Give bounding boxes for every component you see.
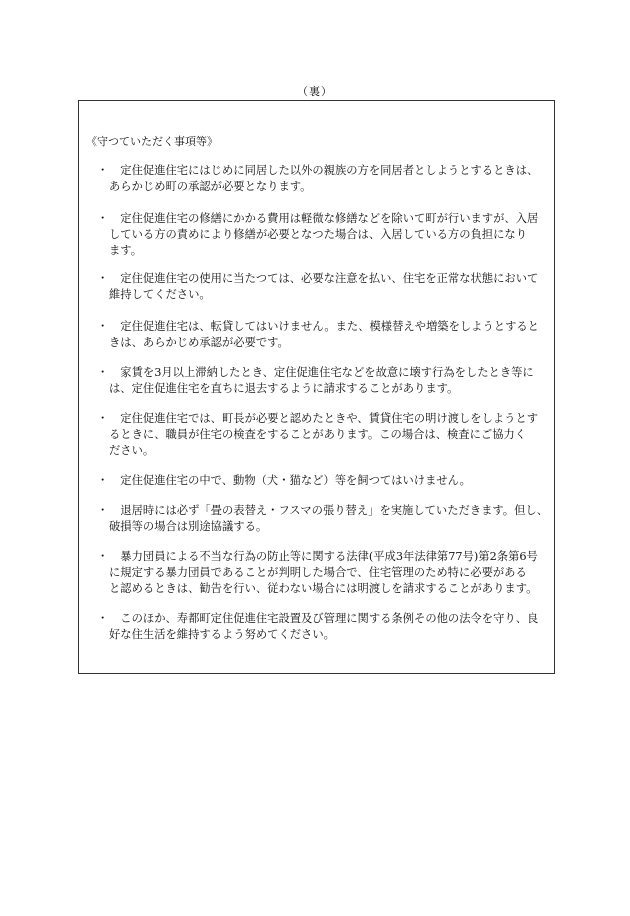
page-side-label: （裏）	[297, 85, 333, 98]
rule-text-line: 定住促進住宅では、町長が必要と認めたときや、賃貸住宅の明け渡しをしようとす	[109, 412, 539, 425]
rule-text-line: 定住促進住宅の修繕にかかる費用は軽微な修繕などを除いて町が行いますが、入居	[109, 212, 539, 225]
rule-text	[109, 365, 549, 397]
rule-text-line: 維持してください。	[109, 287, 211, 301]
rule-text-line: このほか、寿都町定住促進住宅設置及び管理に関する条例その他の法令を守り、良	[109, 612, 539, 625]
rule-text	[109, 503, 549, 535]
rule-text-line: ださい。	[109, 443, 155, 457]
rule-text-line: 定住促進住宅は、転貸してはいけません。また、模様替えや増築をしようとすると	[109, 320, 539, 333]
bullet-marker: ・	[97, 366, 109, 379]
rule-text-line: 家賃を3月以上滞納したとき、定住促進住宅などを故意に壊す行為をしたとき等に	[109, 366, 534, 379]
rule-text	[109, 473, 549, 489]
rule-text-line: と認めるときは、勧告を行い、従わない場合には明渡しを請求することがあります。	[109, 581, 538, 595]
bullet-marker: ・	[97, 412, 109, 425]
bullet-marker: ・	[97, 320, 109, 333]
rule-text-line: きは、あらかじめ承認が必要です。	[109, 335, 289, 349]
bullet-marker: ・	[97, 164, 109, 177]
rule-text-line: 退居時には必ず「畳の表替え・フスマの張り替え」を実施していただきます。但し、	[109, 504, 549, 517]
rule-text-line: 破損等の場合は別途協議する。	[109, 519, 268, 533]
rule-text	[109, 319, 549, 351]
rule-text	[109, 163, 549, 195]
bullet-marker: ・	[97, 474, 109, 487]
bullet-marker: ・	[97, 550, 109, 563]
bullet-marker: ・	[97, 504, 109, 517]
rule-text-line: 好な住生活を維持するよう努めてください。	[109, 627, 335, 641]
rule-text	[109, 549, 549, 596]
bullet-marker: ・	[97, 212, 109, 225]
rule-text-line: に規定する暴力団員であることが判明した場合で、住宅管理のため特に必要がある	[109, 565, 527, 579]
rule-text-line: るときに、職員が住宅の検査をすることがあります。この場合は、検査にご協力く	[109, 427, 527, 441]
rule-text-line: している方の責めにより修繕が必要となつた場合は、入居している方の負担になり	[109, 227, 527, 241]
rule-text-line: 定住促進住宅にはじめに同居した以外の親族の方を同居者としようとするときは、	[109, 164, 539, 177]
rule-text-line: 暴力団員による不当な行為の防止等に関する法律(平成3年法律第77号)第2条第6号	[109, 550, 538, 563]
rule-text	[109, 211, 549, 258]
section-title: 《守つていただく事項等》	[86, 135, 218, 148]
rule-text	[109, 411, 549, 458]
bullet-marker: ・	[97, 272, 109, 285]
rule-text-line: ます。	[109, 243, 142, 257]
bullet-marker: ・	[97, 612, 109, 625]
rule-text-line: 定住促進住宅の中で、動物（犬・猫など）等を飼つてはいけません。	[109, 474, 471, 487]
rule-text-line: は、定住促進住宅を直ちに退去するように請求することがあります。	[109, 381, 459, 395]
rule-text	[109, 271, 549, 303]
rule-text	[109, 611, 549, 643]
rule-text-line: あらかじめ町の承認が必要となります。	[109, 179, 312, 193]
rule-text-line: 定住促進住宅の使用に当たつては、必要な注意を払い、住宅を正常な状態において	[109, 272, 539, 285]
rules-frame	[78, 100, 555, 674]
